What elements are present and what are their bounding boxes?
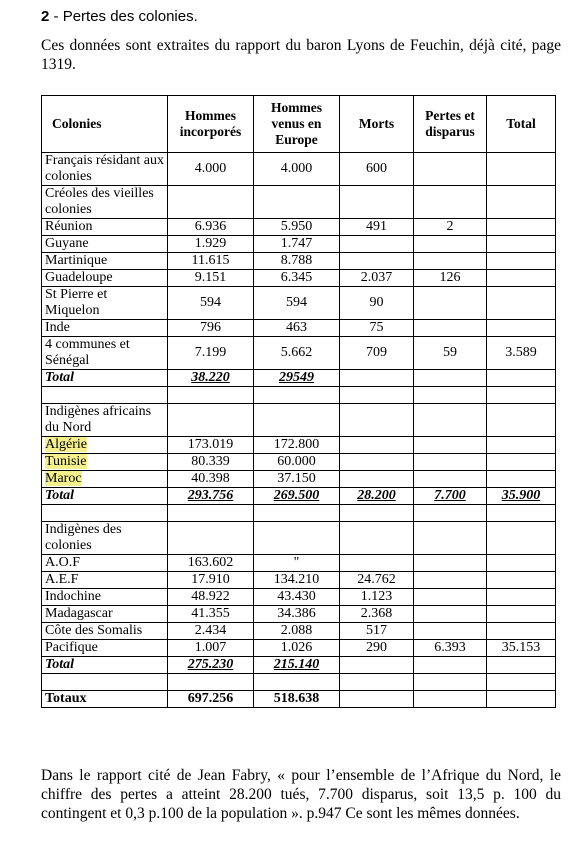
table-cell xyxy=(487,657,556,674)
table-cell: 594 xyxy=(168,287,254,320)
table-cell: 5.662 xyxy=(254,337,340,370)
table-cell xyxy=(487,606,556,623)
section-title: Pertes des colonies. xyxy=(62,8,198,25)
table-row xyxy=(42,572,556,589)
subtotal-row xyxy=(42,370,556,387)
empty-cell xyxy=(42,505,168,522)
table-cell: Total xyxy=(42,488,168,505)
table-row xyxy=(42,454,556,471)
table-cell: 1.747 xyxy=(254,236,340,253)
highlighted-colony-name: Tunisie xyxy=(45,454,87,469)
subtotal-row xyxy=(42,488,556,505)
table-cell xyxy=(487,454,556,471)
table-header-row xyxy=(42,96,556,153)
table-cell: A.O.F xyxy=(42,555,168,572)
table-cell: 1.026 xyxy=(254,640,340,657)
table-cell xyxy=(42,454,168,471)
table-cell: 600 xyxy=(340,153,414,186)
table-cell: Total xyxy=(42,657,168,674)
empty-cell xyxy=(168,505,254,522)
table-cell xyxy=(42,437,168,454)
table-cell xyxy=(487,555,556,572)
table-cell xyxy=(414,572,487,589)
table-cell: 60.000 xyxy=(254,454,340,471)
table-cell: Créoles des vieilles colonies xyxy=(42,186,168,219)
table-cell xyxy=(414,186,487,219)
table-cell: 34.386 xyxy=(254,606,340,623)
table-cell: 35.900 xyxy=(487,488,556,505)
table-cell xyxy=(414,623,487,640)
table-cell: 4 communes et Sénégal xyxy=(42,337,168,370)
table-cell: 38.220 xyxy=(168,370,254,387)
table-cell: 491 xyxy=(340,219,414,236)
table-cell: 796 xyxy=(168,320,254,337)
table-row xyxy=(42,555,556,572)
table-row xyxy=(42,437,556,454)
table-cell: 90 xyxy=(340,287,414,320)
empty-cell xyxy=(414,505,487,522)
table-cell: 215.140 xyxy=(254,657,340,674)
spacer-row xyxy=(42,387,556,404)
table-cell: 41.355 xyxy=(168,606,254,623)
spacer-row xyxy=(42,674,556,691)
table-cell xyxy=(487,287,556,320)
table-cell xyxy=(487,186,556,219)
empty-cell xyxy=(340,674,414,691)
table-cell xyxy=(254,404,340,437)
empty-cell xyxy=(42,387,168,404)
table-cell xyxy=(414,522,487,555)
table-cell xyxy=(487,404,556,437)
highlighted-colony-name: Maroc xyxy=(45,471,82,486)
spacer-row xyxy=(42,505,556,522)
table-cell: Martinique xyxy=(42,253,168,270)
table-cell xyxy=(340,236,414,253)
table-cell xyxy=(487,236,556,253)
table-cell xyxy=(414,153,487,186)
empty-cell xyxy=(254,674,340,691)
table-cell: Guadeloupe xyxy=(42,270,168,287)
table-cell: 3.589 xyxy=(487,337,556,370)
table-cell xyxy=(414,657,487,674)
table-cell: 275.230 xyxy=(168,657,254,674)
table-cell: Côte des Somalis xyxy=(42,623,168,640)
table-cell: 290 xyxy=(340,640,414,657)
table-cell xyxy=(340,522,414,555)
table-cell xyxy=(487,253,556,270)
table-cell xyxy=(414,589,487,606)
table-body xyxy=(42,153,556,708)
empty-cell xyxy=(254,505,340,522)
table-cell: 48.922 xyxy=(168,589,254,606)
highlighted-colony-name: Algérie xyxy=(45,437,87,452)
table-cell xyxy=(340,555,414,572)
table-cell: 6.936 xyxy=(168,219,254,236)
table-cell: 24.762 xyxy=(340,572,414,589)
empty-cell xyxy=(168,387,254,404)
table-cell: 1.007 xyxy=(168,640,254,657)
header-total: Total xyxy=(487,96,556,153)
table-cell xyxy=(414,287,487,320)
table-cell xyxy=(487,471,556,488)
table-cell: 2 xyxy=(414,219,487,236)
table-cell: Totaux xyxy=(42,691,168,708)
table-cell xyxy=(487,270,556,287)
table-cell xyxy=(414,691,487,708)
table-cell: 134.210 xyxy=(254,572,340,589)
table-cell xyxy=(487,572,556,589)
table-cell xyxy=(487,522,556,555)
table-cell: 37.150 xyxy=(254,471,340,488)
intro-paragraph: Ces données sont extraites du rapport du baron Lyons de Feuchin, déjà cité, page 1319. xyxy=(41,37,561,73)
table-cell xyxy=(414,471,487,488)
table-row xyxy=(42,522,556,555)
table-cell xyxy=(487,370,556,387)
table-cell xyxy=(414,437,487,454)
table-cell xyxy=(414,606,487,623)
table-row xyxy=(42,623,556,640)
table-cell: 4.000 xyxy=(168,153,254,186)
table-cell: 518.638 xyxy=(254,691,340,708)
table-cell: 2.088 xyxy=(254,623,340,640)
table-cell xyxy=(340,404,414,437)
table-cell: 269.500 xyxy=(254,488,340,505)
table-cell: 59 xyxy=(414,337,487,370)
table-cell: Indochine xyxy=(42,589,168,606)
table-cell: 1.123 xyxy=(340,589,414,606)
table-cell xyxy=(414,555,487,572)
table-cell: 4.000 xyxy=(254,153,340,186)
table-cell: 2.368 xyxy=(340,606,414,623)
table-cell xyxy=(340,186,414,219)
table-cell xyxy=(414,404,487,437)
table-cell: 40.398 xyxy=(168,471,254,488)
table-cell xyxy=(42,471,168,488)
table-cell: 7.700 xyxy=(414,488,487,505)
section-number: 2 xyxy=(41,8,50,25)
table-cell xyxy=(414,454,487,471)
table-cell: 293.756 xyxy=(168,488,254,505)
empty-cell xyxy=(254,387,340,404)
table-cell xyxy=(414,253,487,270)
table-row xyxy=(42,153,556,186)
header-pertes: Pertes et disparus xyxy=(414,96,487,153)
table-cell: 126 xyxy=(414,270,487,287)
table-cell xyxy=(487,437,556,454)
table-cell xyxy=(168,186,254,219)
table-cell xyxy=(414,320,487,337)
table-cell: Français résidant aux colonies xyxy=(42,153,168,186)
table-cell xyxy=(340,454,414,471)
table-cell: Madagascar xyxy=(42,606,168,623)
table-cell: Indigènes africains du Nord xyxy=(42,404,168,437)
table-cell xyxy=(340,691,414,708)
table-cell: A.E.F xyxy=(42,572,168,589)
table-cell: Inde xyxy=(42,320,168,337)
table-cell: 35.153 xyxy=(487,640,556,657)
section-heading: 2 - Pertes des colonies. xyxy=(41,8,198,25)
table-cell: 163.602 xyxy=(168,555,254,572)
empty-cell xyxy=(340,505,414,522)
table-cell xyxy=(168,522,254,555)
table-cell: 75 xyxy=(340,320,414,337)
grand-total-row xyxy=(42,691,556,708)
closing-paragraph: Dans le rapport cité de Jean Fabry, « pour l’ensemble de l’Afrique du Nord, le chiffre des pertes a atteint 28.200 tués, 7.700 disparus, soit 13,5 p. 100 du contingent et 0,3 p.100 de la population ». p.947 Ce sont les mêmes données. xyxy=(41,767,561,822)
table-cell: 11.615 xyxy=(168,253,254,270)
table-cell: 463 xyxy=(254,320,340,337)
table-cell: 173.019 xyxy=(168,437,254,454)
table-cell: 29549 xyxy=(254,370,340,387)
table-cell xyxy=(254,522,340,555)
table-row xyxy=(42,287,556,320)
table-cell: St Pierre et Miquelon xyxy=(42,287,168,320)
empty-cell xyxy=(168,674,254,691)
table-cell xyxy=(414,236,487,253)
table-cell xyxy=(340,370,414,387)
table-cell: 80.339 xyxy=(168,454,254,471)
table-cell: 709 xyxy=(340,337,414,370)
table-cell: Réunion xyxy=(42,219,168,236)
table-cell xyxy=(340,437,414,454)
table-cell: 697.256 xyxy=(168,691,254,708)
table-cell: 6.393 xyxy=(414,640,487,657)
table-cell: 17.910 xyxy=(168,572,254,589)
table-cell xyxy=(340,471,414,488)
table-cell xyxy=(487,623,556,640)
table-row xyxy=(42,186,556,219)
table-row xyxy=(42,219,556,236)
table-cell: 517 xyxy=(340,623,414,640)
table-cell: 9.151 xyxy=(168,270,254,287)
table-cell: 28.200 xyxy=(340,488,414,505)
table-row xyxy=(42,606,556,623)
subtotal-row xyxy=(42,657,556,674)
header-colonies: Colonies xyxy=(42,96,168,153)
table-cell: 5.950 xyxy=(254,219,340,236)
table-cell: Indigènes des colonies xyxy=(42,522,168,555)
table-cell: 172.800 xyxy=(254,437,340,454)
table-row xyxy=(42,320,556,337)
table-cell: 2.434 xyxy=(168,623,254,640)
table-cell: 1.929 xyxy=(168,236,254,253)
table-cell: 8.788 xyxy=(254,253,340,270)
empty-cell xyxy=(340,387,414,404)
table-cell: 594 xyxy=(254,287,340,320)
table-cell xyxy=(487,589,556,606)
table-cell xyxy=(414,370,487,387)
table-cell xyxy=(168,404,254,437)
table-cell xyxy=(254,186,340,219)
table-cell xyxy=(487,219,556,236)
empty-cell xyxy=(487,387,556,404)
table-cell xyxy=(340,657,414,674)
empty-cell xyxy=(487,505,556,522)
colonies-losses-table xyxy=(41,95,556,708)
empty-cell xyxy=(487,674,556,691)
table-row xyxy=(42,471,556,488)
header-hommes-venus: Hommes venus en Europe xyxy=(254,96,340,153)
table-cell: Pacifique xyxy=(42,640,168,657)
table-cell xyxy=(487,320,556,337)
table-cell: Total xyxy=(42,370,168,387)
table-cell: 2.037 xyxy=(340,270,414,287)
empty-cell xyxy=(414,674,487,691)
table-cell: Guyane xyxy=(42,236,168,253)
table-cell: 6.345 xyxy=(254,270,340,287)
table-row xyxy=(42,337,556,370)
table-row xyxy=(42,589,556,606)
table-row xyxy=(42,270,556,287)
table-cell xyxy=(340,253,414,270)
table-row xyxy=(42,236,556,253)
table-cell: 43.430 xyxy=(254,589,340,606)
table-cell: 7.199 xyxy=(168,337,254,370)
table-cell: " xyxy=(254,555,340,572)
empty-cell xyxy=(414,387,487,404)
header-morts: Morts xyxy=(340,96,414,153)
header-hommes-incorpores: Hommes incorporés xyxy=(168,96,254,153)
table-row xyxy=(42,404,556,437)
table-row xyxy=(42,640,556,657)
table-cell xyxy=(487,691,556,708)
table-cell xyxy=(487,153,556,186)
table-row xyxy=(42,253,556,270)
empty-cell xyxy=(42,674,168,691)
